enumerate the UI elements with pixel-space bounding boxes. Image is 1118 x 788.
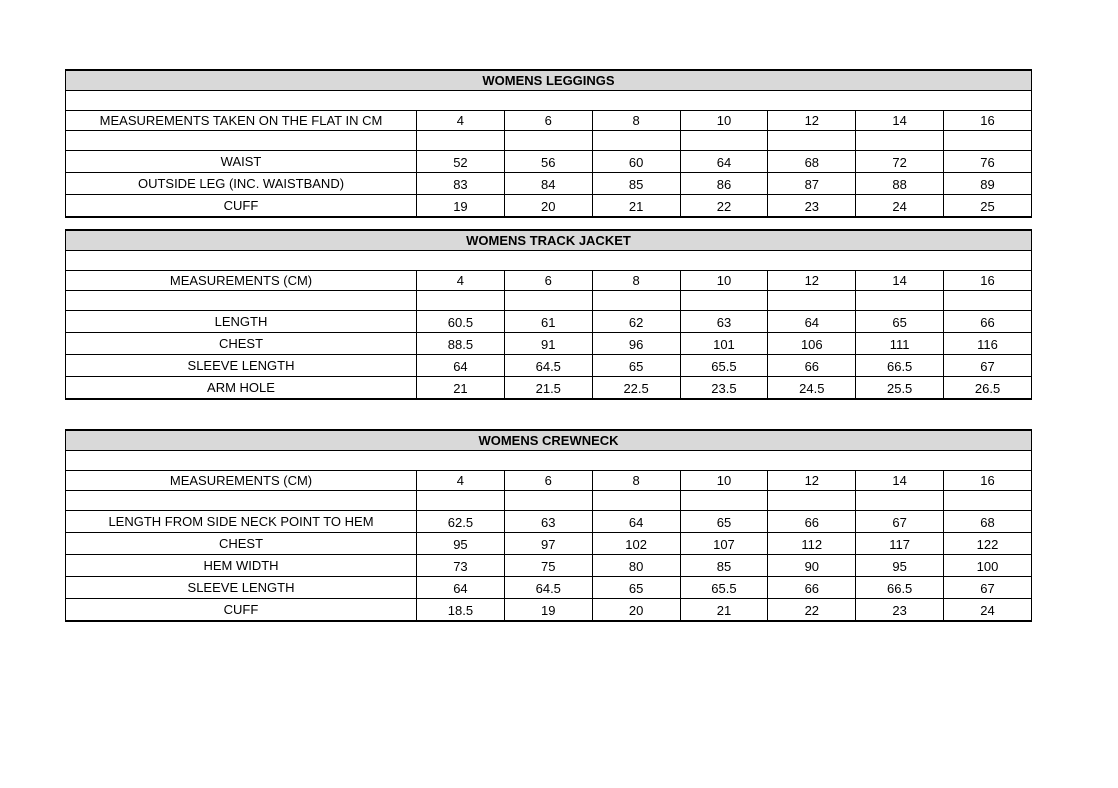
- measurement-value: 22: [680, 195, 768, 218]
- measurement-value: 18.5: [417, 599, 505, 622]
- measurement-label: ARM HOLE: [66, 377, 417, 400]
- table-row: [66, 533, 1032, 555]
- womens-track-jacket-table: [65, 229, 1032, 400]
- measurement-value: 116: [944, 333, 1032, 355]
- measurement-value: 86: [680, 173, 768, 195]
- size-header: 4: [417, 111, 505, 131]
- measurement-value: 65: [592, 577, 680, 599]
- measurement-value: 72: [856, 151, 944, 173]
- size-header: 8: [592, 471, 680, 491]
- size-header: 14: [856, 111, 944, 131]
- measurement-value: 23: [768, 195, 856, 218]
- table-row: [66, 173, 1032, 195]
- measurement-value: 66: [768, 355, 856, 377]
- size-header: 10: [680, 271, 768, 291]
- measurement-value: 22: [768, 599, 856, 622]
- measurement-value: 83: [417, 173, 505, 195]
- womens-crewneck-table: [65, 429, 1032, 622]
- measurement-value: 85: [680, 555, 768, 577]
- measurement-value: 24: [944, 599, 1032, 622]
- spacer-row: [66, 91, 1032, 111]
- size-header: 8: [592, 271, 680, 291]
- measurement-value: 64: [592, 511, 680, 533]
- measurement-value: 63: [680, 311, 768, 333]
- measurement-value: 21: [592, 195, 680, 218]
- size-header: 14: [856, 271, 944, 291]
- table-row: [66, 599, 1032, 622]
- table-title-row: [66, 70, 1032, 91]
- measurement-value: 64.5: [504, 577, 592, 599]
- table-row: [66, 195, 1032, 218]
- measurement-value: 67: [944, 577, 1032, 599]
- measurement-label: OUTSIDE LEG (INC. WAISTBAND): [66, 173, 417, 195]
- measurement-value: 97: [504, 533, 592, 555]
- measurement-value: 89: [944, 173, 1032, 195]
- measurement-header-label: MEASUREMENTS (CM): [66, 271, 417, 291]
- spacer-row: [66, 131, 1032, 151]
- measurement-value: 20: [592, 599, 680, 622]
- measurement-value: 96: [592, 333, 680, 355]
- measurement-value: 62.5: [417, 511, 505, 533]
- measurement-value: 66.5: [856, 355, 944, 377]
- spacer-row: [66, 491, 1032, 511]
- measurement-value: 76: [944, 151, 1032, 173]
- measurement-label: CHEST: [66, 333, 417, 355]
- measurement-value: 64: [680, 151, 768, 173]
- measurement-label: LENGTH FROM SIDE NECK POINT TO HEM: [66, 511, 417, 533]
- size-header: 6: [504, 111, 592, 131]
- table-row: [66, 333, 1032, 355]
- measurement-value: 19: [504, 599, 592, 622]
- measurement-value: 22.5: [592, 377, 680, 400]
- measurement-value: 106: [768, 333, 856, 355]
- measurement-value: 62: [592, 311, 680, 333]
- measurement-value: 111: [856, 333, 944, 355]
- measurement-value: 67: [856, 511, 944, 533]
- measurement-value: 88.5: [417, 333, 505, 355]
- table-row: [66, 355, 1032, 377]
- size-header: 16: [944, 471, 1032, 491]
- spacer-row: [66, 291, 1032, 311]
- measurement-label: CHEST: [66, 533, 417, 555]
- size-header: 6: [504, 271, 592, 291]
- womens-leggings-table: [65, 69, 1032, 218]
- table-row: [66, 511, 1032, 533]
- measurement-value: 84: [504, 173, 592, 195]
- measurement-value: 80: [592, 555, 680, 577]
- measurement-value: 73: [417, 555, 505, 577]
- table-title: WOMENS TRACK JACKET: [66, 230, 1032, 251]
- measurement-label: CUFF: [66, 599, 417, 622]
- measurement-value: 90: [768, 555, 856, 577]
- size-header: 12: [768, 111, 856, 131]
- measurement-value: 101: [680, 333, 768, 355]
- measurement-label: CUFF: [66, 195, 417, 218]
- size-header: 14: [856, 471, 944, 491]
- measurement-value: 91: [504, 333, 592, 355]
- table-row: [66, 555, 1032, 577]
- measurement-value: 117: [856, 533, 944, 555]
- measurement-value: 66: [768, 511, 856, 533]
- size-header: 16: [944, 111, 1032, 131]
- measurement-value: 65: [680, 511, 768, 533]
- table-row: [66, 377, 1032, 400]
- measurement-value: 75: [504, 555, 592, 577]
- measurement-value: 66: [944, 311, 1032, 333]
- size-header: 8: [592, 111, 680, 131]
- size-header: 6: [504, 471, 592, 491]
- measurement-value: 21: [417, 377, 505, 400]
- size-header-row: [66, 111, 1032, 131]
- measurement-label: LENGTH: [66, 311, 417, 333]
- measurement-value: 24.5: [768, 377, 856, 400]
- measurement-value: 66: [768, 577, 856, 599]
- measurement-value: 19: [417, 195, 505, 218]
- measurement-value: 63: [504, 511, 592, 533]
- size-header-row: [66, 271, 1032, 291]
- table-row: [66, 577, 1032, 599]
- measurement-value: 88: [856, 173, 944, 195]
- measurement-value: 64: [417, 577, 505, 599]
- spacer-row: [66, 451, 1032, 471]
- table-title-row: [66, 230, 1032, 251]
- spacer-row: [66, 251, 1032, 271]
- measurement-value: 60: [592, 151, 680, 173]
- measurement-header-label: MEASUREMENTS TAKEN ON THE FLAT IN CM: [66, 111, 417, 131]
- size-header: 12: [768, 471, 856, 491]
- measurement-value: 100: [944, 555, 1032, 577]
- size-header: 4: [417, 471, 505, 491]
- size-header: 4: [417, 271, 505, 291]
- measurement-value: 23: [856, 599, 944, 622]
- table-row: [66, 151, 1032, 173]
- size-header: 12: [768, 271, 856, 291]
- measurement-value: 25: [944, 195, 1032, 218]
- measurement-value: 102: [592, 533, 680, 555]
- measurement-value: 56: [504, 151, 592, 173]
- measurement-value: 61: [504, 311, 592, 333]
- measurement-value: 25.5: [856, 377, 944, 400]
- size-header: 10: [680, 111, 768, 131]
- measurement-value: 23.5: [680, 377, 768, 400]
- measurement-value: 64: [768, 311, 856, 333]
- measurement-value: 95: [417, 533, 505, 555]
- measurement-value: 65: [856, 311, 944, 333]
- measurement-value: 122: [944, 533, 1032, 555]
- size-header: 10: [680, 471, 768, 491]
- measurement-label: SLEEVE LENGTH: [66, 355, 417, 377]
- measurement-value: 24: [856, 195, 944, 218]
- measurement-value: 64.5: [504, 355, 592, 377]
- measurement-value: 26.5: [944, 377, 1032, 400]
- measurement-value: 64: [417, 355, 505, 377]
- measurement-value: 85: [592, 173, 680, 195]
- table-title: WOMENS LEGGINGS: [66, 70, 1032, 91]
- table-row: [66, 311, 1032, 333]
- measurement-value: 68: [768, 151, 856, 173]
- size-header: 16: [944, 271, 1032, 291]
- measurement-value: 112: [768, 533, 856, 555]
- measurement-value: 107: [680, 533, 768, 555]
- measurement-label: WAIST: [66, 151, 417, 173]
- measurement-value: 21.5: [504, 377, 592, 400]
- table-title: WOMENS CREWNECK: [66, 430, 1032, 451]
- measurement-header-label: MEASUREMENTS (CM): [66, 471, 417, 491]
- measurement-value: 68: [944, 511, 1032, 533]
- measurement-label: HEM WIDTH: [66, 555, 417, 577]
- measurement-value: 95: [856, 555, 944, 577]
- measurement-value: 65: [592, 355, 680, 377]
- measurement-value: 20: [504, 195, 592, 218]
- measurement-value: 65.5: [680, 355, 768, 377]
- measurement-value: 60.5: [417, 311, 505, 333]
- measurement-value: 52: [417, 151, 505, 173]
- measurement-value: 21: [680, 599, 768, 622]
- measurement-value: 65.5: [680, 577, 768, 599]
- measurement-value: 66.5: [856, 577, 944, 599]
- measurement-label: SLEEVE LENGTH: [66, 577, 417, 599]
- measurement-value: 67: [944, 355, 1032, 377]
- size-header-row: [66, 471, 1032, 491]
- table-title-row: [66, 430, 1032, 451]
- measurement-value: 87: [768, 173, 856, 195]
